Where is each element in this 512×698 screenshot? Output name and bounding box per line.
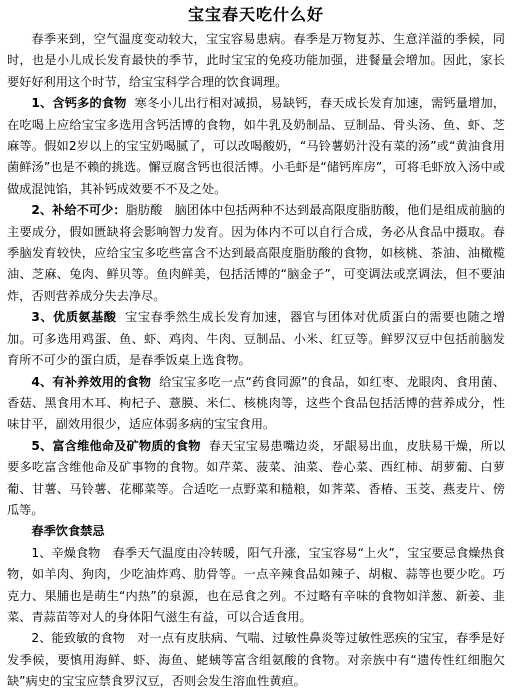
item-heading: 2、补给不可少： xyxy=(31,203,126,218)
item-paragraph xyxy=(7,372,505,436)
taboo-paragraph: 2、能致敏的食物 对一点有皮肤病、气喘、过敏性鼻炎等过敏性恶疾的宝宝，春季是好发季候，要慎用海鲜、虾、海鱼、蛯蛦等富含组氨酸的食物。对亲族中有“遗传性红细胞欠缺”病史的宝宝应禁食罗汉豆，否则会发生溶血性黄疸。 xyxy=(7,631,505,689)
item-heading: 4、有补养效用的食物 xyxy=(31,374,152,389)
item-heading: 1、含钙多的食物 xyxy=(31,96,127,111)
page-title: 宝宝春天吃什么好 xyxy=(187,5,324,24)
item-text: 宝宝春季然生成长发育加速，器官与团体对优质蛋白的需要也随之增加。可多选用鸡蛋、鱼、虾、鸡肉、牛肉、豆制品、小米、红豆等。鲜罗汉豆中包括前脑发育所不可少的蛋白质，是春季饭桌上选食物。 xyxy=(7,310,506,368)
item-paragraph xyxy=(7,93,505,200)
item-paragraph xyxy=(7,200,505,307)
item-text: 脂肪酸 脑团体中包括两种不达到最高限度脂肪酸，他们是组成前脑的主要成分，假如匮缺将会影响智力发育。因为体内不可以自行合成，务必从食品中摄取。春季脑发育较快，应给宝宝多吃些富含不达到最高限度脂肪酸的食物，如核桃、茶油、油橄榄油、芝麻、兔肉、鲜贝等。鱼肉鲜美，包括活博的“脑金子”，可变调法或烹调法，但不要油炸，否则营养成分失去净尽。 xyxy=(7,203,506,303)
taboo-section-title: 春季饮食禁忌 xyxy=(31,524,105,539)
item-paragraph xyxy=(7,307,505,371)
item-heading: 3、优质氨基酸 xyxy=(31,310,117,325)
taboo-paragraph: 1、辛燥食物 春季天气温度由冷转暖，阳气升涨，宝宝容易“上火”，宝宝要忌食燥热食物，如羊肉、狗肉，少吃油炸鸡、肋骨等。一点辛辣食品如辣子、胡椒、蒜等也要少吃。巧克力、果脯也是萌生“内热”的泉源，也在忌食之列。不过略有辛味的食物如洋葱、新姜、韭菜、青蒜苗等对人的身体阳气滋生有益，可以合适食用。 xyxy=(7,545,505,624)
item-text: 春天宝宝易患嘴边炎，牙龈易出血，皮肤易干燥，所以要多吃富含维他命及矿事物的食物。如芹菜、菠菜、油菜、卷心菜、西红柿、胡萝葡、白萝葡、甘薯、马铃薯、花椰菜等。合适吃一点野菜和糙粮，如荠菜、香椿、玉茭、燕麦片、傍瓜等。 xyxy=(7,438,506,517)
intro-paragraph: 春季来到，空气温度变动较大，宝宝容易患病。春季是万物复苏、生意洋溢的季候，同时，也是小儿成长发育最快的季节，此时宝宝的免疫功能加强，进餐量会增加。因此，家长要好好利用这个时节，给宝宝科学合理的饮食调理。 xyxy=(7,32,505,89)
item-text: 寒冬小儿出行相对减损，易缺钙，春天成长发育加速，需钙量增加，在吃喝上应给宝宝多选用含钙活博的食物，如牛乳及奶制品、豆制品、骨头汤、鱼、虾、芝麻等。假如2岁以上的宝宝奶喝腻了，可以改喝酸奶，“马铃薯奶汁没有菜的汤”或“黄油食用菌鲜汤”也是不赖的挑选。懈豆腐含钙也很活博。小毛虾是“储钙库房”，可将毛虾放入汤中或做成混饨馅，其补钙成效要不不及之处。 xyxy=(7,96,506,196)
item-paragraph xyxy=(7,436,505,522)
item-text: 给宝宝多吃一点“药食同源”的食品，如红枣、龙眼肉、食用菌、香菇、黑食用木耳、枸杞子、薏膜、米仁、核桃肉等，这些个食品包括活博的营养成分，性味甘平，副效用很少，适应体弱多病的宝宝食用。 xyxy=(7,374,506,432)
item-heading: 5、富含维他命及矿物质的食物 xyxy=(31,438,201,453)
